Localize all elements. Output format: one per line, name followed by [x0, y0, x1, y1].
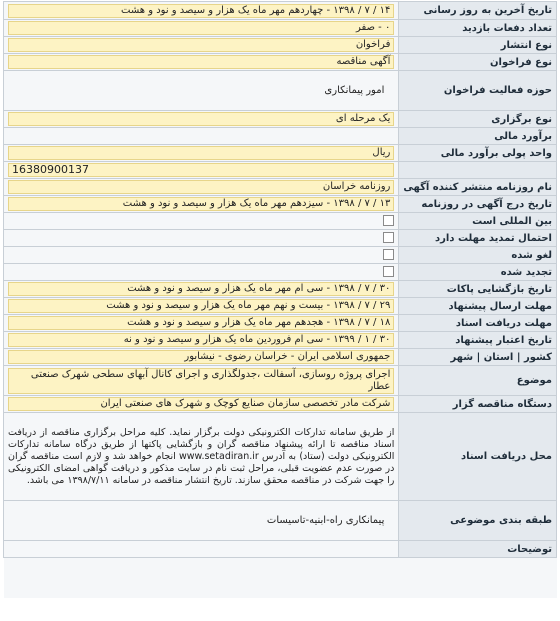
- label-code: [399, 162, 557, 179]
- row-cancelled: [4, 247, 557, 264]
- value-last-update: ۱۴ / ۷ / ۱۳۹۸ - چهاردهم مهر ماه یک هزار و سیصد و نود و هشت: [8, 4, 394, 18]
- row-publish-type: [4, 37, 557, 54]
- label-submit-deadline: مهلت ارسال پیشنهاد: [399, 298, 557, 315]
- row-empty: [4, 558, 557, 598]
- row-visit-count: [4, 20, 557, 37]
- row-organizer: [4, 396, 557, 413]
- checkbox-icon[interactable]: [383, 215, 394, 226]
- label-budget: برآورد مالی: [399, 128, 557, 145]
- value-doc-location: از طریق سامانه تدارکات الکترونیکی دولت برگزار نماید. کلیه مراحل برگزاری مناقصه از دریافت اسناد مناقصه تا ارائه پیشنهاد مناقصه گران و بازگشایی پاکتها از طریق درگاه سامانه تدارکات الکترونیکی دولت (ستاد) به آدرس www.setadiran.ir انجام خواهد شد و لازم است مناقصه گران در صورت عدم عضویت قبلی، مراحل ثبت نام در سایت مذکور و دریافت گواهی امضای الکترونیکی را جهت شرکت در مناقصه محقق سازند. تاریخ انتشار مناقصه در سامانه ۱۳۹۸/۷/۱۱ می باشد.: [8, 426, 395, 486]
- label-last-update: تاریخ آخرین به روز رسانی: [399, 2, 557, 20]
- row-activity-field: [4, 71, 557, 111]
- row-budget: [4, 128, 557, 145]
- row-renewed: [4, 264, 557, 281]
- value-code: 16380900137: [8, 163, 394, 177]
- label-extension: احتمال تمدید مهلت دارد: [399, 230, 557, 247]
- value-visit-count: ۰ - صفر: [8, 21, 394, 35]
- row-subject: [4, 366, 557, 396]
- value-validity: ۳۰ / ۱ / ۱۳۹۹ - سی ام فروردین ماه یک هزار و سیصد و نود و نه: [8, 333, 394, 347]
- tender-details-table: [3, 1, 557, 598]
- value-organizer: شرکت مادر تخصصی سازمان صنایع کوچک و شهرک های صنعتی ایران: [8, 397, 394, 411]
- label-international: بین المللی است: [399, 213, 557, 230]
- label-notes: توضیحات: [399, 541, 557, 558]
- row-category: [4, 501, 557, 541]
- row-extension: [4, 230, 557, 247]
- label-currency: واحد پولی برآورد مالی: [399, 145, 557, 162]
- value-doc-deadline: ۱۸ / ۷ / ۱۳۹۸ - هجدهم مهر ماه یک هزار و سیصد و نود و هشت: [8, 316, 394, 330]
- value-category: پیمانکاری راه-ابنیه-تاسیسات: [4, 501, 399, 541]
- row-notes: [4, 541, 557, 558]
- row-international: [4, 213, 557, 230]
- value-holding-type: یک مرحله ای: [8, 112, 394, 126]
- value-publish-type: فراخوان: [8, 38, 394, 52]
- value-submit-deadline: ۲۹ / ۷ / ۱۳۹۸ - بیست و نهم مهر ماه یک هزار و سیصد و نود و هشت: [8, 299, 394, 313]
- label-newspaper-date: تاریخ درج آگهی در روزنامه: [399, 196, 557, 213]
- value-opening-date: ۳۰ / ۷ / ۱۳۹۸ - سی ام مهر ماه یک هزار و سیصد و نود و هشت: [8, 282, 394, 296]
- label-call-type: نوع فراخوان: [399, 54, 557, 71]
- row-code: [4, 162, 557, 179]
- label-cancelled: لغو شده: [399, 247, 557, 264]
- row-last-update: [4, 2, 557, 20]
- value-currency: ریال: [8, 146, 394, 160]
- value-call-type: آگهی مناقصه: [8, 55, 394, 69]
- row-holding-type: [4, 111, 557, 128]
- row-newspaper-date: [4, 196, 557, 213]
- label-subject: موضوع: [399, 366, 557, 396]
- value-location: جمهوری اسلامی ایران - خراسان رضوی - نیشابور: [8, 350, 394, 364]
- value-subject: اجرای پروژه روسازی، آسفالت ،جدولگذاری و اجرای کانال آبهای سطحی شهرک صنعتی عطار: [8, 368, 394, 394]
- label-activity-field: حوزه فعالیت فراخوان: [399, 71, 557, 111]
- label-location: کشور | استان | شهر: [399, 349, 557, 366]
- row-currency: [4, 145, 557, 162]
- label-category: طبقه بندی موضوعی: [399, 501, 557, 541]
- row-opening-date: [4, 281, 557, 298]
- label-holding-type: نوع برگزاری: [399, 111, 557, 128]
- row-validity: [4, 332, 557, 349]
- checkbox-icon[interactable]: [383, 232, 394, 243]
- label-doc-deadline: مهلت دریافت اسناد: [399, 315, 557, 332]
- value-activity-field: امور پیمانکاری: [4, 71, 399, 111]
- label-visit-count: تعداد دفعات بازدید: [399, 20, 557, 37]
- row-submit-deadline: [4, 298, 557, 315]
- row-newspaper: [4, 179, 557, 196]
- label-organizer: دستگاه مناقصه گزار: [399, 396, 557, 413]
- value-budget: [4, 128, 399, 145]
- value-newspaper-date: ۱۳ / ۷ / ۱۳۹۸ - سیزدهم مهر ماه یک هزار و سیصد و نود و هشت: [8, 197, 394, 211]
- row-doc-deadline: [4, 315, 557, 332]
- row-doc-location: [4, 413, 557, 501]
- value-newspaper: روزنامه خراسان: [8, 180, 394, 194]
- checkbox-icon[interactable]: [383, 266, 394, 277]
- label-renewed: تجدید شده: [399, 264, 557, 281]
- row-location: [4, 349, 557, 366]
- label-publish-type: نوع انتشار: [399, 37, 557, 54]
- label-doc-location: محل دریافت اسناد: [399, 413, 557, 501]
- label-opening-date: تاریخ بازگشایی پاکات: [399, 281, 557, 298]
- label-validity: تاریخ اعتبار پیشنهاد: [399, 332, 557, 349]
- label-newspaper: نام روزنامه منتشر کننده آگهی: [399, 179, 557, 196]
- row-call-type: [4, 54, 557, 71]
- value-notes: [4, 541, 399, 558]
- checkbox-icon[interactable]: [383, 249, 394, 260]
